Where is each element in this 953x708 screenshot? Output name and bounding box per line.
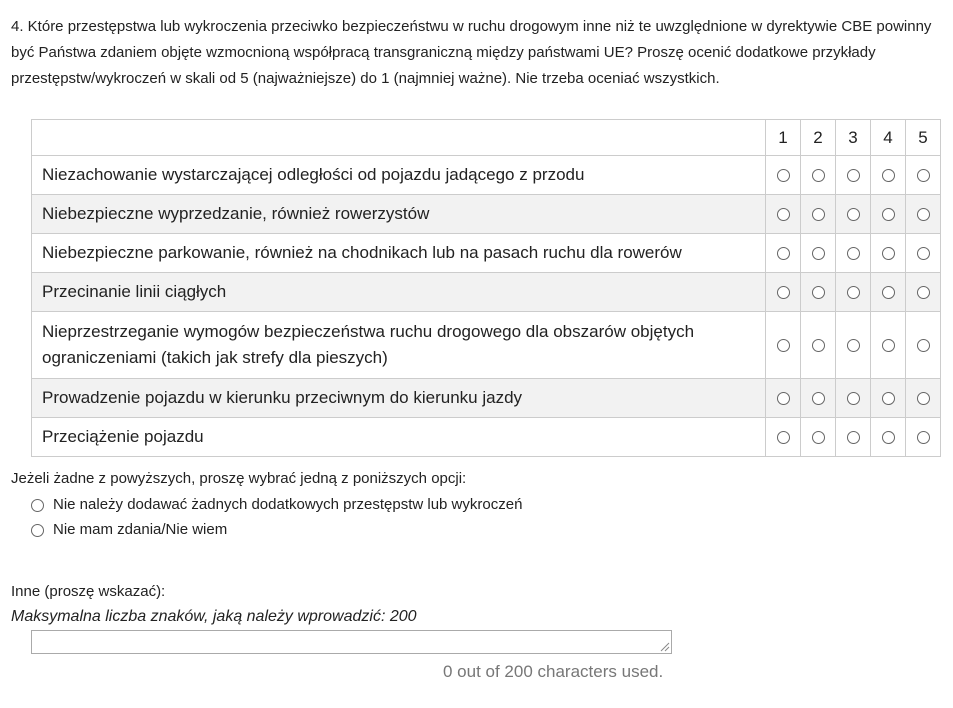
rating-radio-2[interactable] — [812, 247, 825, 260]
rating-radio-1[interactable] — [777, 169, 790, 182]
grid-row-label: Przeciążenie pojazdu — [32, 418, 766, 457]
grid-cell-rating-1 — [766, 234, 801, 273]
question-text: 4. Które przestępstwa lub wykroczenia przeciwko bezpieczeństwu w ruchu drogowym inne niż te uwzględnione w dyrektywie CBE powinny być Państwa zdaniem objęte wzmocnioną współpracą transgraniczną między państwami UE? Proszę ocenić dodatkowe przykłady przestępstw/wykroczeń w skali od 5 (najważniejsze) do 1 (najmniej ważne). Nie trzeba oceniać wszystkich. — [11, 18, 932, 87]
grid-cell-rating-1 — [766, 418, 801, 457]
grid-header-col-3: 3 — [836, 120, 871, 156]
rating-radio-4[interactable] — [882, 286, 895, 299]
grid-cell-rating-2 — [801, 234, 836, 273]
grid-header-row — [32, 120, 941, 156]
rating-radio-5[interactable] — [917, 339, 930, 352]
character-counter: 0 out of 200 characters used. — [443, 662, 664, 681]
grid-cell-rating-4 — [871, 156, 906, 195]
grid-header-col-5: 5 — [906, 120, 941, 156]
grid-cell-rating-1 — [766, 156, 801, 195]
none-option-label: Nie mam zdania/Nie wiem — [53, 521, 228, 538]
rating-radio-2[interactable] — [812, 392, 825, 405]
grid-cell-rating-3 — [836, 195, 871, 234]
rating-radio-2[interactable] — [812, 169, 825, 182]
grid-cell-rating-3 — [836, 312, 871, 379]
grid-cell-rating-5 — [906, 156, 941, 195]
rating-radio-4[interactable] — [882, 431, 895, 444]
grid-row — [32, 234, 941, 273]
grid-cell-rating-2 — [801, 312, 836, 379]
none-option-no-opinion[interactable] — [31, 520, 227, 540]
rating-radio-5[interactable] — [917, 431, 930, 444]
grid-cell-rating-5 — [906, 273, 941, 312]
radio-button[interactable] — [31, 499, 44, 512]
rating-radio-2[interactable] — [812, 431, 825, 444]
none-option-label: Nie należy dodawać żadnych dodatkowych przestępstw lub wykroczeń — [53, 496, 523, 513]
rating-radio-1[interactable] — [777, 247, 790, 260]
grid-row-label: Nieprzestrzeganie wymogów bezpieczeństwa ruchu drogowego dla obszarów objętych ograniczeniami (takich jak strefy dla pieszych) — [32, 312, 766, 379]
grid-cell-rating-4 — [871, 195, 906, 234]
grid-cell-rating-5 — [906, 234, 941, 273]
rating-radio-4[interactable] — [882, 247, 895, 260]
grid-row — [32, 156, 941, 195]
rating-radio-1[interactable] — [777, 286, 790, 299]
grid-cell-rating-1 — [766, 312, 801, 379]
grid-cell-rating-2 — [801, 195, 836, 234]
rating-radio-5[interactable] — [917, 169, 930, 182]
grid-cell-rating-1 — [766, 273, 801, 312]
rating-radio-5[interactable] — [917, 247, 930, 260]
rating-radio-5[interactable] — [917, 208, 930, 221]
grid-row-label: Niezachowanie wystarczającej odległości od pojazdu jadącego z przodu — [32, 156, 766, 195]
grid-cell-rating-4 — [871, 273, 906, 312]
grid-cell-rating-1 — [766, 195, 801, 234]
grid-row-label: Prowadzenie pojazdu w kierunku przeciwnym do kierunku jazdy — [32, 379, 766, 418]
grid-cell-rating-5 — [906, 312, 941, 379]
grid-row — [32, 379, 941, 418]
rating-grid — [31, 119, 941, 457]
none-option-no-additional[interactable] — [31, 495, 522, 515]
rating-radio-1[interactable] — [777, 208, 790, 221]
rating-radio-1[interactable] — [777, 339, 790, 352]
rating-radio-4[interactable] — [882, 169, 895, 182]
grid-cell-rating-3 — [836, 418, 871, 457]
rating-radio-3[interactable] — [847, 286, 860, 299]
grid-cell-rating-2 — [801, 379, 836, 418]
grid-cell-rating-2 — [801, 273, 836, 312]
rating-radio-3[interactable] — [847, 169, 860, 182]
grid-cell-rating-4 — [871, 379, 906, 418]
grid-header-blank — [32, 120, 766, 156]
grid-cell-rating-3 — [836, 156, 871, 195]
rating-radio-2[interactable] — [812, 286, 825, 299]
rating-radio-3[interactable] — [847, 208, 860, 221]
grid-cell-rating-2 — [801, 418, 836, 457]
grid-cell-rating-4 — [871, 418, 906, 457]
rating-radio-5[interactable] — [917, 392, 930, 405]
grid-row — [32, 273, 941, 312]
rating-radio-1[interactable] — [777, 392, 790, 405]
grid-row-label: Niebezpieczne wyprzedzanie, również rowerzystów — [32, 195, 766, 234]
rating-radio-4[interactable] — [882, 208, 895, 221]
rating-radio-5[interactable] — [917, 286, 930, 299]
other-text-input[interactable] — [31, 630, 672, 654]
grid-row-label: Przecinanie linii ciągłych — [32, 273, 766, 312]
grid-cell-rating-5 — [906, 418, 941, 457]
grid-cell-rating-3 — [836, 379, 871, 418]
grid-cell-rating-4 — [871, 234, 906, 273]
grid-cell-rating-4 — [871, 312, 906, 379]
rating-radio-2[interactable] — [812, 339, 825, 352]
grid-row — [32, 312, 941, 379]
grid-row — [32, 418, 941, 457]
resize-handle-icon[interactable] — [659, 641, 670, 652]
grid-row — [32, 195, 941, 234]
rating-radio-3[interactable] — [847, 431, 860, 444]
grid-cell-rating-1 — [766, 379, 801, 418]
other-label: Inne (proszę wskazać): — [11, 583, 166, 600]
grid-cell-rating-2 — [801, 156, 836, 195]
grid-cell-rating-5 — [906, 379, 941, 418]
grid-header-col-2: 2 — [801, 120, 836, 156]
grid-cell-rating-5 — [906, 195, 941, 234]
rating-radio-3[interactable] — [847, 339, 860, 352]
grid-row-label: Niebezpieczne parkowanie, również na chodnikach lub na pasach ruchu dla rowerów — [32, 234, 766, 273]
rating-radio-1[interactable] — [777, 431, 790, 444]
grid-header-col-1: 1 — [766, 120, 801, 156]
grid-cell-rating-3 — [836, 273, 871, 312]
none-prompt: Jeżeli żadne z powyższych, proszę wybrać jedną z poniższych opcji: — [11, 470, 467, 487]
max-chars-label: Maksymalna liczba znaków, jaką należy wprowadzić: 200 — [11, 608, 417, 625]
rating-radio-4[interactable] — [882, 392, 895, 405]
rating-radio-2[interactable] — [812, 208, 825, 221]
radio-button[interactable] — [31, 524, 44, 537]
grid-header-col-4: 4 — [871, 120, 906, 156]
grid-cell-rating-3 — [836, 234, 871, 273]
rating-radio-3[interactable] — [847, 247, 860, 260]
rating-radio-4[interactable] — [882, 339, 895, 352]
rating-radio-3[interactable] — [847, 392, 860, 405]
